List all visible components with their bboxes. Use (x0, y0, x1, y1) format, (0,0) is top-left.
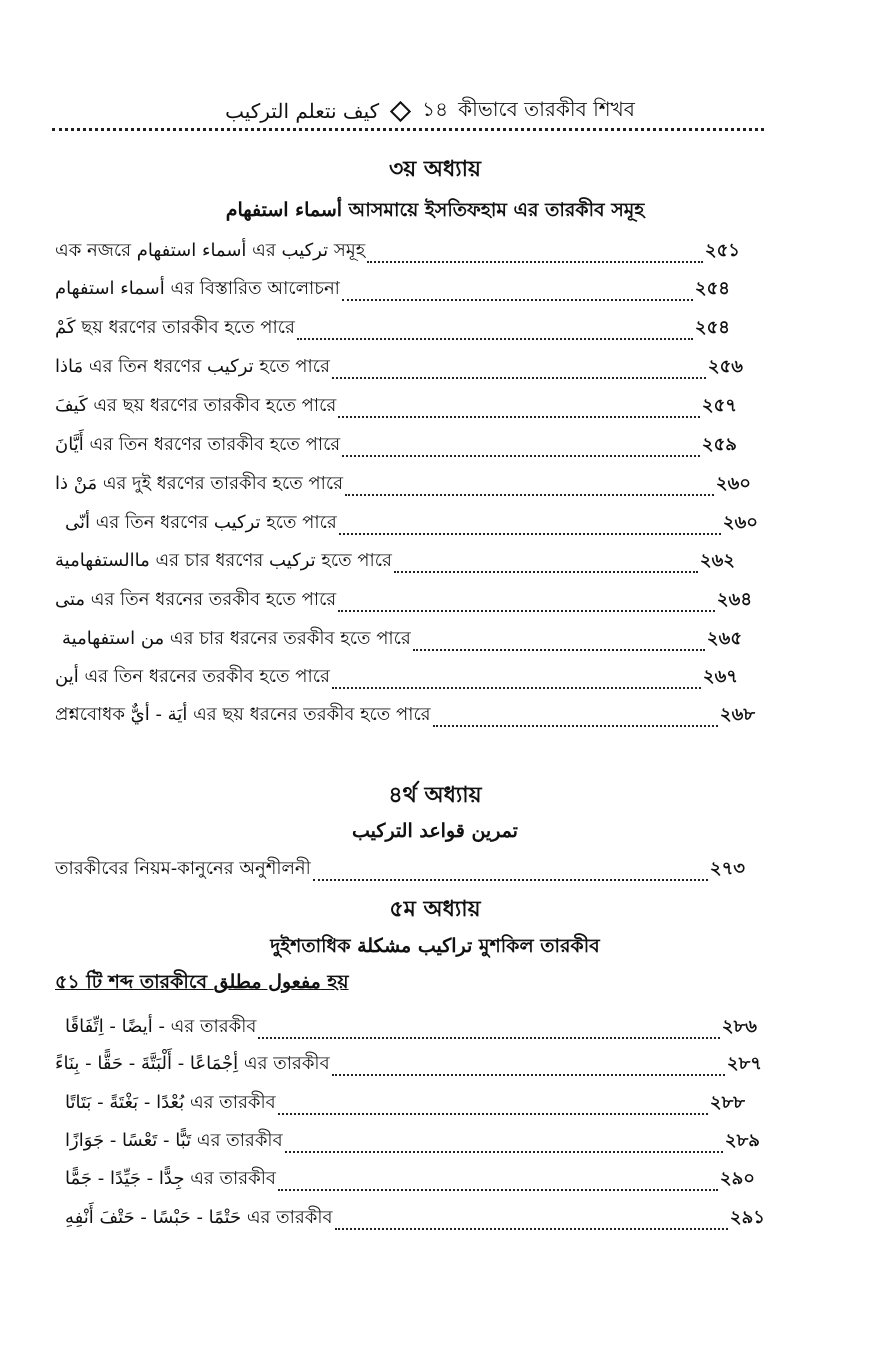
toc-entry[interactable] (55, 662, 738, 693)
toc-entry-page: ২৬৪ (716, 589, 752, 610)
toc-entry-label: أِجْمَاعًا - أَلْبَتَّةَ - حَقًّا - بِنَاءً এর তারকীব (55, 1053, 330, 1074)
dot-leader (258, 1037, 720, 1039)
toc-entry-label: তারকীবের নিয়ম-কানুনের অনুশীলনী (55, 858, 311, 879)
dot-leader (345, 494, 714, 496)
toc-entry[interactable] (65, 1012, 757, 1043)
toc-entry[interactable] (55, 352, 743, 383)
toc-entry-label: أَيَّانَ এর তিন ধরণের তারকীব হতে পারে (55, 434, 341, 455)
toc-entry-label: أيضًا - اِتِّفَاقًا - এর তারকীব (65, 1016, 257, 1037)
dot-leader (342, 299, 693, 301)
chapter-3-title: ৩য় অধ্যায় (388, 156, 482, 182)
toc-entry-label: এক নজরে أسماء استفهام এর تركيب সমূহ (55, 240, 366, 261)
dot-leader (339, 533, 721, 535)
dot-leader (285, 1151, 723, 1153)
dot-leader (338, 416, 700, 418)
toc-entry[interactable] (62, 624, 742, 655)
toc-entry-page: ২৬২ (699, 550, 735, 571)
toc-entry-page: ২৮৮ (709, 1092, 745, 1113)
dot-leader (367, 261, 703, 263)
toc-entry-page: ২৫৪ (694, 278, 730, 299)
toc-entry[interactable] (65, 1126, 760, 1157)
toc-entry-page: ২৭৩ (709, 858, 745, 879)
toc-entry-label: ماالستفهامية এর চার ধরণের تركيب হতে পারে (55, 550, 392, 571)
toc-entry[interactable] (55, 391, 737, 422)
toc-entry-label: كَمْ ছয় ধরণের তারকীব হতে পারে (55, 317, 295, 338)
toc-entry-label: أسماء استفهام এর বিস্তারিত আলোচনা (55, 278, 340, 299)
dot-leader (342, 455, 700, 457)
chapter-4-subtitle: تمرين قواعد التركيب (352, 820, 518, 842)
dot-leader (394, 571, 698, 573)
toc-entry[interactable] (55, 430, 737, 461)
toc-entry-page: ২৮৬ (721, 1016, 757, 1037)
dot-leader (313, 879, 708, 881)
toc-entry-label: أين এর তিন ধরনের তরকীব হতে পারে (55, 666, 330, 687)
toc-entry[interactable] (65, 1164, 755, 1195)
toc-entry-label: كَيفَ এর ছয় ধরণের তারকীব হতে পারে (55, 395, 337, 416)
header-divider (52, 128, 764, 131)
toc-entry-label: تَبًّا - تَعْسًا - جَوَازًا এর তারকীব (65, 1130, 283, 1151)
dot-leader (433, 725, 718, 727)
dot-leader (278, 1113, 708, 1115)
dot-leader (413, 649, 705, 651)
toc-entry-page: ২৮৯ (724, 1130, 760, 1151)
dot-leader (338, 610, 715, 612)
diamond-ornament-icon (390, 100, 411, 121)
toc-entry[interactable] (65, 508, 758, 539)
toc-entry-page: ২৯০ (719, 1168, 755, 1189)
toc-entry-page: ২৬৭ (702, 666, 738, 687)
toc-entry[interactable] (55, 469, 751, 500)
toc-entry[interactable] (55, 313, 730, 344)
chapter-3-subtitle: أسماء استفهام আসমায়ে ইসতিফহাম এর তারকীব সমূহ (225, 199, 645, 221)
dot-leader (297, 338, 693, 340)
toc-entry-page: ২৫৭ (701, 395, 737, 416)
toc-entry-page: ২৬০ (715, 473, 751, 494)
toc-entry[interactable] (55, 585, 752, 616)
dot-leader (335, 1228, 728, 1230)
section-heading: ৫১ টি শব্দ তারকীবে مفعول مطلق হয় (55, 971, 349, 993)
toc-entry[interactable] (65, 1203, 765, 1234)
header-bengali-title: কীভাবে তারকীব শিখব (458, 96, 635, 121)
toc-entry-label: أنّى এর তিন ধরণের تركيب হতে পারে (65, 512, 337, 533)
toc-entry-page: ২৫৪ (694, 317, 730, 338)
toc-entry[interactable] (55, 236, 740, 267)
toc-entry-page: ২৫৬ (707, 356, 743, 377)
dot-leader (332, 687, 701, 689)
toc-entry[interactable] (55, 1049, 762, 1080)
toc-entry-label: مَاذا এর তিন ধরণের تركيب হতে পারে (55, 356, 330, 377)
dot-leader (332, 377, 706, 379)
running-header (170, 94, 690, 128)
toc-entry[interactable] (55, 700, 755, 731)
toc-entry[interactable] (55, 854, 745, 885)
toc-entry-page: ২৫৯ (701, 434, 737, 455)
chapter-4-title: ৪র্থ অধ্যায় (388, 782, 482, 808)
toc-entry-label: جِدًّا - جَيِّدًا - جَمًّا এর তারকীব (65, 1168, 276, 1189)
toc-entry-page: ২৬৫ (706, 628, 742, 649)
toc-entry-page: ২৫১ (704, 240, 740, 261)
header-arabic-title: كيف نتعلم التركيب (225, 99, 380, 123)
toc-entry[interactable] (55, 546, 735, 577)
dot-leader (332, 1074, 725, 1076)
toc-entry-label: حَتْمًا - حَبْسًا - حَتْفَ أَنْفِهِ এর তারকীব (65, 1207, 333, 1228)
toc-entry-label: متى এর তিন ধরনের তরকীব হতে পারে (55, 589, 337, 610)
header-page-number: ১৪ (422, 96, 449, 121)
toc-entry-page: ২৮৭ (726, 1053, 762, 1074)
toc-entry-page: ২৯১ (729, 1207, 765, 1228)
toc-entry-label: بُعْدًا - بَغْتَةً - بَتَاتًا এর তারকীব (65, 1092, 276, 1113)
toc-entry[interactable] (55, 274, 730, 305)
toc-entry-page: ২৬০ (722, 512, 758, 533)
dot-leader (278, 1189, 718, 1191)
toc-entry-label: প্রশ্নবোধক أيَة - أيٌّ এর ছয় ধরনের তরকীব হতে পারে (55, 704, 431, 725)
chapter-5-title: ৫ম অধ্যায় (389, 896, 481, 922)
toc-entry-label: مَنْ ذا এর দুই ধরণের তারকীব হতে পারে (55, 473, 343, 494)
toc-entry-page: ২৬৮ (719, 704, 755, 725)
chapter-5-subtitle: দুইশতাধিক تراكيب مشكلة মুশকিল তারকীব (270, 935, 600, 957)
toc-entry[interactable] (65, 1088, 745, 1119)
toc-entry-label: من استفهامية এর চার ধরনের তরকীব হতে পারে (62, 628, 411, 649)
